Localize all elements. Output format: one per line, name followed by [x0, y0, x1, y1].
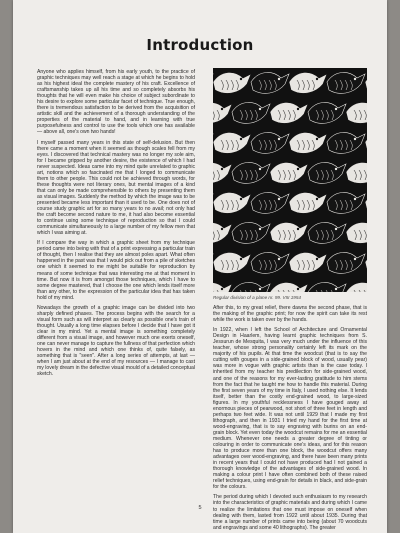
right-text-column — [213, 305, 367, 533]
bird-shape — [232, 222, 270, 243]
bird-shape — [365, 72, 367, 93]
bird-shape — [346, 222, 367, 243]
paragraph: Nowadays the growth of a graphic image can be divided into two sharply defined phases. The process begins with the search for a visual form such as will interpret as clearly as possible one's train of thought. Usually a long time elapses before I decide that I have got it clear in my mind. Yet a mental image is something completely different from a visual image, and however much one exerts oneself, one can never manage to capture the fullness of that perfection which hovers in the mind and which one thinks of, quite falsely, as something that is "seen". After a long series of attempts, at last — when I am just about at the end of my resources — I manage to cast my lovely dream in the defective visual mould of a detailed conceptual sketch. — [37, 304, 195, 378]
bird-shape — [308, 162, 346, 183]
bird-shape — [270, 102, 308, 123]
bird-shape — [346, 162, 367, 183]
bird-shape — [365, 132, 367, 153]
bird-shape — [213, 222, 232, 243]
bird-shape — [327, 72, 365, 93]
bird-shape — [270, 282, 308, 292]
bird-shape — [251, 192, 289, 213]
page-title: Introduction — [146, 36, 254, 54]
bird-shape — [289, 132, 327, 153]
bird-shape — [365, 252, 367, 273]
bird-shape — [213, 252, 251, 273]
bird-shape — [213, 282, 232, 292]
figure-caption: Regular division of a plane nr. 99. VIII 1954 — [213, 295, 301, 300]
bird-shape — [213, 102, 232, 123]
bird-shape — [213, 72, 251, 93]
bird-shape — [308, 282, 346, 292]
paragraph: Anyone who applies himself, from his early youth, to the practice of graphic techniques may well reach a stage at which he begins to hold as his highest ideal the complete mastery of his craft. Excellence of craftsmanship takes up all his time and so completely absorbs his thoughts that he will even make his choice of subject subordinate to his desire to explore some particular facet of technique. True enough, there is tremendous satisfaction to be derived from the acquisition of artistic skill and the achievement of a thorough understanding of the properties of the material to hand, and in learning with true purposefulness and control to use the tools which one has available — above all, one's own two hands! — [37, 69, 195, 136]
book-page — [13, 0, 387, 533]
bird-shape — [213, 162, 232, 183]
bird-shape — [327, 252, 365, 273]
bird-shape — [346, 102, 367, 123]
paragraph: I myself passed many years in this state of self-delusion. But then there came a moment when it seemed as though scales fell from my eyes. I discovered that technical mastery was no longer my sole aim, for I became gripped by another desire, the existence of which I had never suspected. Ideas came into my mind quite unrelated to graphic art, notions which so fascinated me that I longed to communicate them to other people. This could not be achieved through words, for these thoughts were not literary ones, but mental images of a kind that can only be made comprehensible to others by presenting them as visual images. Suddenly the method by which the image was to be presented became less important than it used to be. One does not of course study graphic art for so many years to no avail; not only had the craft become second nature to me, it had also become essential to continue using some technique of reproduction so that I could communicate simultaneously to a large number of my fellow men that which I was aiming at. — [37, 139, 195, 237]
bird-shape — [308, 222, 346, 243]
bird-shape — [232, 282, 270, 292]
paragraph: After this, to my great relief, there dawns the second phase, that is the making of the graphic print; for now the spirit can take its rest while the work is taken over by the hands. — [213, 305, 367, 324]
page-number: 5 — [198, 505, 202, 511]
paragraph: In 1922, when I left the School of Architecture and Ornamental Design in Haarlem, having learnt graphic techniques from S. Jessurun de Mesquita, I was very much under the influence of this teacher, whose strong personality certainly left its mark on the majority of his pupils. At that time the woodcut (that is to say the cutting with gouges in a side-grained block of wood, usually pear) was more in vogue with graphic artists than is the case today. I inherited from my teacher his predilection for side-grained wood, and one of the reasons for my ever-lasting gratitude to him stems from the fact that he taught me how to handle this material. During the first seven years of my time in Italy, I used nothing else. It lends itself, better than the costly end-grained wood, to large-sized figures. In my youthful recklessness I have gouged away at enormous pieces of pearwood, not short of three feet in length and perhaps two feet wide. It was not until 1929 that I made my first lithograph, and then in 1931 I tried my hand for the first time at wood-engraving, that is to say engraving with burins on an end-grain block. Yet even today the woodcut remains for me an essential medium. Whenever one needs a greater degree of tinting or colouring in order to communicate one's ideas, and for this reason has to produce more than one block, the woodcut offers many advantages over wood-engraving, and there have been many prints in recent years that I could not have produced had I not gained a thorough knowledge of the advantages of side-grained wood. In making a colour print I have often combined both of these raised relief techniques, using end-grain for details in black, and side-grain for the colours. — [213, 327, 367, 491]
bird-shape — [327, 192, 365, 213]
left-text-column — [37, 69, 195, 381]
tessellation-plate-image — [213, 68, 367, 292]
bird-shape — [213, 132, 251, 153]
bird-shape — [289, 192, 327, 213]
bird-shape — [232, 162, 270, 183]
bird-shape — [232, 102, 270, 123]
bird-shape — [289, 72, 327, 93]
paragraph: If I compare the way in which a graphic sheet from my technique period came into being with that of a print expressing a particular train of thought, then I realise that they are almost poles apart. What often happened in the past was that I would pick out from a pile of sketches one which it seemed to me might be suitable for reproduction by means of some technique that was interesting me at that moment in time. But now it is from amongst those techniques, which I have to some degree mastered, that I choose the one which lends itself more than any other, to the expression of the particular idea that has taken hold of my mind. — [37, 240, 195, 301]
bird-shape — [270, 162, 308, 183]
bird-shape — [213, 192, 251, 213]
bird-shape — [251, 132, 289, 153]
bird-shape — [346, 282, 367, 292]
paragraph: The period during which I devoted such enthusiasm to my research into the characteristics of graphic materials and during which I came to realize the limitations that one must impose on oneself when dealing with them, lasted from 1922 until about 1935. During that time a large number of prints came into being (about 70 woodcuts and engravings and some 40 lithographs). The greater — [213, 494, 367, 531]
bird-shape — [308, 102, 346, 123]
bird-shape — [365, 192, 367, 213]
bird-shape — [289, 252, 327, 273]
bird-shape — [251, 72, 289, 93]
bird-tessellation-drawing — [213, 68, 367, 292]
bird-shape — [251, 252, 289, 273]
bird-shape — [270, 222, 308, 243]
bird-shape — [327, 132, 365, 153]
